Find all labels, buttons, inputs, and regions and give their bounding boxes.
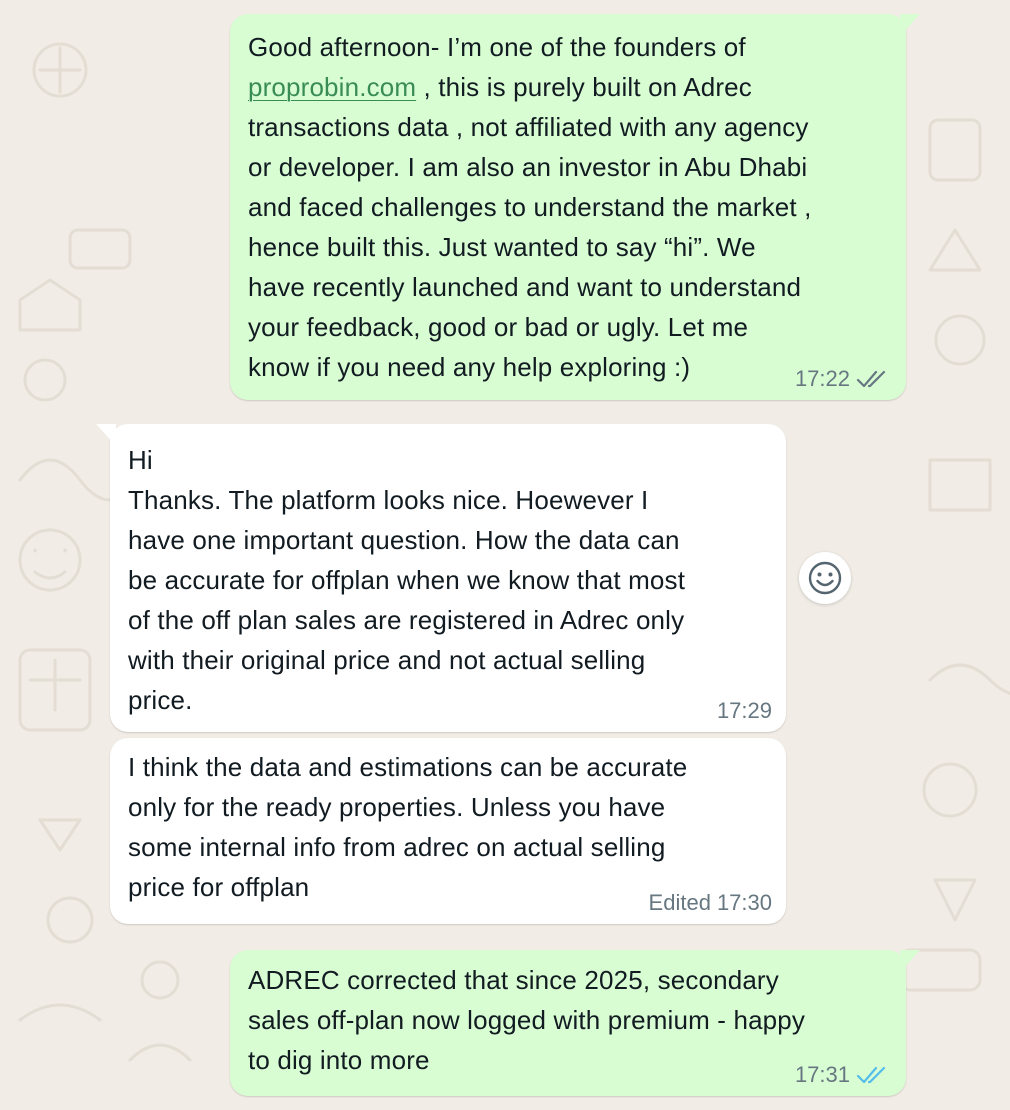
smiley-icon [807,560,843,596]
bubble-tail [96,424,116,448]
double-check-icon [856,1065,890,1085]
message-text: ADREC corrected that since 2025, secondary sales off-plan now logged with premium - happy to dig into more [248,965,806,1075]
message-text: I think the data and estimations can be accurate only for the ready properties. Unless you have some internal info from adrec on actual selling price for offplan [128,752,688,902]
add-reaction-button[interactable] [799,552,851,604]
message-meta [795,366,890,392]
message-text: Good afternoon- I’m one of the founders of proprobin.com , this is purely built on Adrec transactions data , not affiliated with any agency or developer. I am also an investor in Abu Dhabi and faced challenges to understand the market , hence built this. Just wanted to say “hi”. We have recently launched and want to understand your feedback, good or bad or ugly. Let me know if you need any help exploring :) [248,32,812,382]
message-link[interactable]: proprobin.com [248,72,417,102]
edited-label: Edited [648,890,711,915]
message-time: 17:22 [794,366,850,391]
bubble-tail [900,14,920,38]
message-meta [717,698,772,724]
incoming-message[interactable] [110,424,786,732]
message-meta [795,1062,890,1088]
outgoing-message[interactable] [230,950,906,1096]
double-check-icon [856,369,890,389]
message-time: 17:30 [716,890,772,915]
bubble-tail [900,950,920,974]
incoming-message[interactable] [110,738,786,924]
message-time: 17:31 [794,1062,850,1087]
message-time: 17:29 [716,698,772,723]
message-text: Hi Thanks. The platform looks nice. Hoewever I have one important question. How the data can be accurate for offplan when we know that most of the off plan sales are registered in Adrec only with their original price and not actual selling price. [128,445,686,715]
message-meta [649,890,772,916]
outgoing-message[interactable] [230,14,906,400]
